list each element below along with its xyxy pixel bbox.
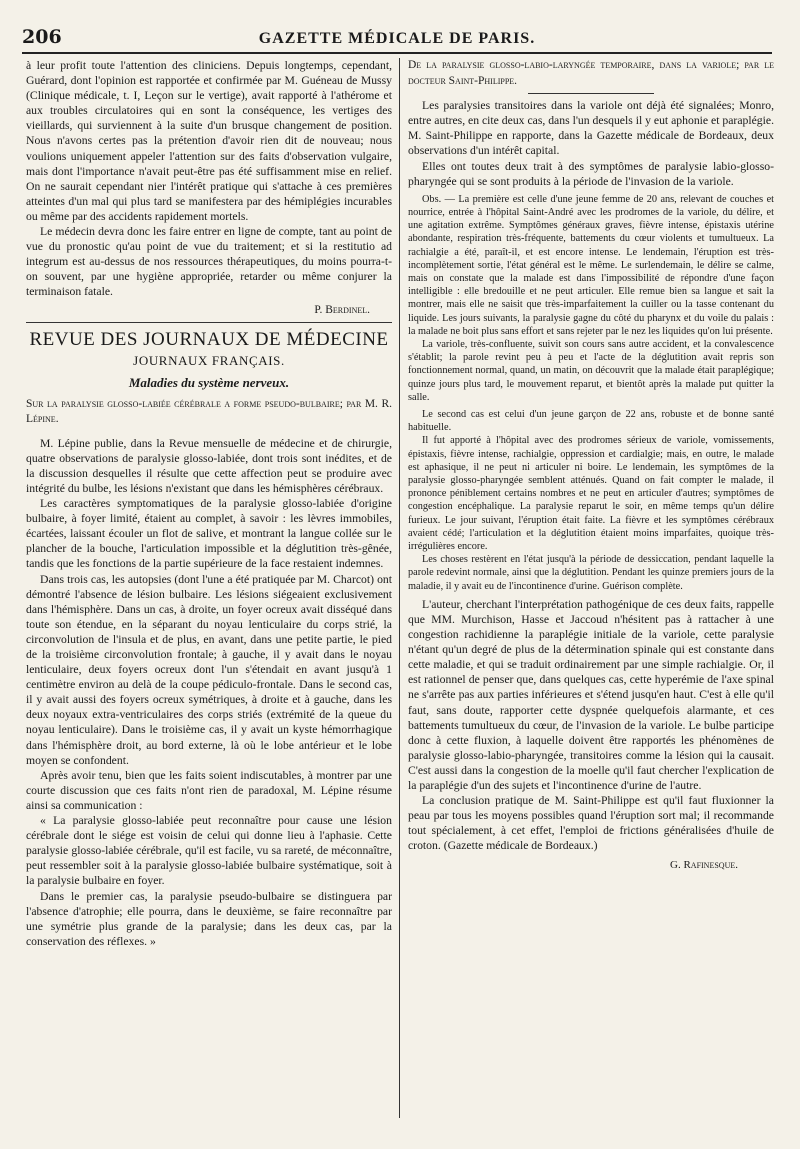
- variole-paragraph-2: Elles ont toutes deux trait à des symptômes de paralysie labio-glosso-pharyngée qui se sont produits à la période de l'invasion de la variole.: [408, 159, 774, 188]
- section-subtitle: JOURNAUX FRANÇAIS.: [133, 352, 285, 368]
- title-rule: [528, 93, 654, 94]
- variole-paragraph-4: La conclusion pratique de M. Saint-Philippe est qu'il faut fluxionner la peau par tous les moyens possibles quand l'éruption sort mal; il recommande tout spécialement, à cet effet, l'emploi de frictions généralisées d'huile de croton. (Gazette médicale de Bordeaux.): [408, 794, 774, 853]
- signature-rafinesque: G. Rafinesque.: [670, 859, 738, 872]
- lepine-paragraph-1: M. Lépine publie, dans la Revue mensuelle de médecine et de chirurgie, quatre observations de paralysie glosso-labiée, dont trois sont inédites, et de la discussion desquelles il résulte que cette affection peut se produire avec intégrité du bulbe, les lésions n'existant que dans les hémisphères cérébraux.: [26, 436, 392, 495]
- variole-paragraph-3: L'auteur, cherchant l'interprétation pathogénique de ces deux faits, rappelle que MM. Murchison, Hasse et Jaccoud n'hésitent pas à rattacher à une congestion rachidienne la paraplégie initiale de la variole, cette paralysie n'étant qu'un degré de plus de la détermination spinale qui est constante dans cette maladie, et qui se traduit ordinairement par une simple rachialgie. Or, il est rationnel de penser que, dans quelques cas, cette hyperémie de l'axe spinal ne s'arrête pas aux parties inférieures et s'étend jusqu'en haut. C'est à elle qu'il faut, sans doute, rapporter cette dyspnée quelquefois alarmante, et ces battements tumultueux du cœur, de l'invasion de la variole. Le bulbe participe donc à cette fluxion, à laquelle doivent être rapportés les phénomènes de paralysie glosso-labio-pharyngée, transitoires comme la lésion qui la causait. C'est aussi dans la congestion de la moelle qu'il faut chercher l'explication de la paraplégie d'un des sujets et l'incontinence d'urine de l'autre.: [408, 597, 774, 792]
- section-rule: [26, 322, 392, 323]
- lepine-paragraph-4: Après avoir tenu, bien que les faits soient indiscutables, à montrer par une courte discussion que ces faits n'ont rien de paradoxal, M. Lépine résume ainsi sa communication :: [26, 768, 392, 812]
- intro-paragraph-1: à leur profit toute l'attention des cliniciens. Depuis longtemps, cependant, Guérard, dont l'opinion est rapportée et confirmée par M. Guéneau de Mussy (Clinique médicale, t. I, Leçon sur le vertige), avait rapporté à l'athérome et aux troubles circulatoires qui en sont la conséquence, les vertiges des vieillards, qui surviennent à la suite d'un brusque changement de position. Nous n'avons certes pas la prétention d'avoir rien dit de nouveau; nous voulions uniquement appeler l'attention sur des faits d'observation vulgaire, mais dont l'importance n'avait peut-être pas été suffisamment mise en relief. On ne saurait cependant nier l'intérêt pratique qui s'attache à ces premières atteintes d'un mal qui plus tard se manifestera par des hémiplégies incurables ou même par des accidents rapidement mortels.: [26, 59, 392, 223]
- header-rule: [22, 52, 772, 54]
- observation-4: Il fut apporté à l'hôpital avec des prodromes sérieux de variole, vomissements, épistaxis, fièvre intense, rachialgie, oppression et cardialgie; mais, en outre, le malade est aphasique, il ne peut ni articuler ni boire. Le lendemain, les symptômes de la paralysie glosso-pharyngée semblent atténués. Quand on fait compter le malade, il prononce péniblement certains nombres et ne peut en articuler d'autres; symptômes de congestion encéphalique. La paralysie reparut le soir, en même temps qu'un délire furieux. Le jour suivant, l'éruption était faite. La fièvre et les symptômes cérébraux avaient cédé; l'articulation et la déglutition étaient moins imparfaites, quoique très-irrégulières encore.: [408, 435, 774, 553]
- observation-2: La variole, très-confluente, suivit son cours sans autre accident, et la convalescence s'établit; la parole revint peu à peu et l'acte de la déglutition avait repris son fonctionnement normal, quand, un matin, on découvrit que la malade était paraplégique; quinze jours plus tard, le mouvement reparut, et bientôt après la malade put quitter la salle.: [408, 338, 774, 403]
- left-column: [26, 58, 392, 949]
- lepine-paragraph-2: Les caractères symptomatiques de la paralysie glosso-labiée d'origine bulbaire, à foyer limité, étaient au complet, à savoir : les lèvres immobiles, écartées, laissant écouler un flot de salive, et montrant la langue collée sur le plancher de la bouche, l'articulation impossible et la déglutition très-gênée, tandis que les fonctions de la partie supérieure de la face restaient indemnes.: [26, 497, 392, 571]
- observation-3: Le second cas est celui d'un jeune garçon de 22 ans, robuste et de bonne santé habituelle.: [408, 409, 774, 434]
- observation-5: Les choses restèrent en l'état jusqu'à la période de dessiccation, pendant laquelle la parole redevint normale, ainsi que la déglutition. Pendant les quinze premiers jours de la maladie, il y avait eu de l'incontinence d'urine. Guérison complète.: [408, 554, 774, 592]
- variole-paragraph-1: Les paralysies transitoires dans la variole ont déjà été signalées; Monro, entre autres, en cite deux cas, dans l'un desquels il y eut aphonie et paraplégie. M. Saint-Philippe en rapporte, dans la Gazette médicale de Bordeaux, deux observations d'un intérêt capital.: [408, 99, 774, 158]
- page-number: 206: [22, 26, 62, 48]
- rubric-heading: Maladies du système nerveux.: [128, 374, 290, 390]
- page-header: [22, 22, 772, 48]
- article-title-lepine: Sur la paralysie glosso-labiée cérébrale a forme pseudo-bulbaire; par M. R. Lépine.: [26, 397, 392, 426]
- right-column: [408, 58, 774, 871]
- column-divider: [399, 58, 400, 1118]
- article-title-saint-philippe: De la paralysie glosso-labio-laryngée temporaire, dans la variole; par le docteur Saint-Philippe.: [408, 59, 774, 87]
- lepine-quote-2: Dans le premier cas, la paralysie pseudo-bulbaire se distinguera par l'absence d'atrophie; elle pourra, dans le deuxième, se faire reconnaître par une symétrie plus grande de la paralysie; dans les deux cas, par la conservation des réflexes. »: [26, 889, 392, 948]
- intro-paragraph-2: Le médecin devra donc les faire entrer en ligne de compte, tant au point de vue du pronostic qu'au point de vue du traitement; et si la restitutio ad integrum est au-dessus de nos ressources thérapeutiques, du moins pourra-t-on souvent, par une hygiène appropriée, retarder ou même conjurer la terminaison fatale.: [26, 225, 392, 299]
- running-head: GAZETTE MÉDICALE DE PARIS.: [258, 30, 536, 47]
- section-title: REVUE DES JOURNAUX DE MÉDECINE: [29, 328, 389, 350]
- signature-berdinel: P. Berdinel.: [314, 303, 370, 316]
- lepine-paragraph-3: Dans trois cas, les autopsies (dont l'une a été pratiquée par M. Charcot) ont démontré l'absence de lésion bulbaire. Les lésions siégeaient exclusivement dans l'hémisphère. Dans un cas, à droite, un foyer ocreux avait disséqué dans toute son étendue, en la séparant du noyau lenticulaire du corps strié, la circonvolution de l'insula et de plus, en avant, dans une petite partie, le pied de la troisième circonvolution frontale; à gauche, il y avait dans le noyau lenticulaire, deux foyers ocreux dont l'un s'étendait en avant jusqu'à 1 centimètre environ au delà de la coupe pédiculo-frontale. Dans le second cas, il y avait aussi des foyers ocreux symétriques, à droite et à gauche, dans les deux noyaux extra-ventriculaires des corps striés (extrémité de la queue du noyau lenticulaire). Dans le troisième cas, il y avait un kyste hémorrhagique dans l'hémisphère droit, au bord externe, là où le lobe antérieur et le lobe moyen se confondent.: [26, 572, 392, 767]
- lepine-quote-1: « La paralysie glosso-labiée peut reconnaître pour cause une lésion cérébrale dont le siége est voisin de celui qui donne lieu à l'aphasie. Cette paralysie glosso-labiée cérébrale, qu'il est facile, vu sa rareté, de méconnaître, peut ressembler soit à la paralysie glosso-labiée bulbaire systématique, soit à la paralysie bulbaire en foyer.: [26, 814, 392, 888]
- observation-1: Obs. — La première est celle d'une jeune femme de 20 ans, relevant de couches et nourrice, entrée à l'hôpital Saint-André avec les prodromes de la variole, du délire, et une agitation extrême. Symptômes généraux graves, fièvre intense, épistaxis utérine abondante, respiration très-fréquente, battements du cœur violents et tumultueux. La rachialgie a été, paraît-il, et est encore intense. Le lendemain, l'éruption est très-incomplètement sortie, l'état général est le même. Le surlendemain, le délire se calme, mais on constate que la malade est dans l'impossibilité de répondre d'une façon intelligible : elle bredouille et ne peut articuler. Elle remue bien sa langue et sait la montrer, mais elle ne saisit que très-imparfaitement la cuiller ou la tasse contenant du liquide. Les jours suivants, la paralysie gagne du côté du pharynx et du voile du palais : la malade ne boit plus sans effort et sans rejeter par le nez les liquides qu'on lui présente.: [408, 193, 774, 337]
